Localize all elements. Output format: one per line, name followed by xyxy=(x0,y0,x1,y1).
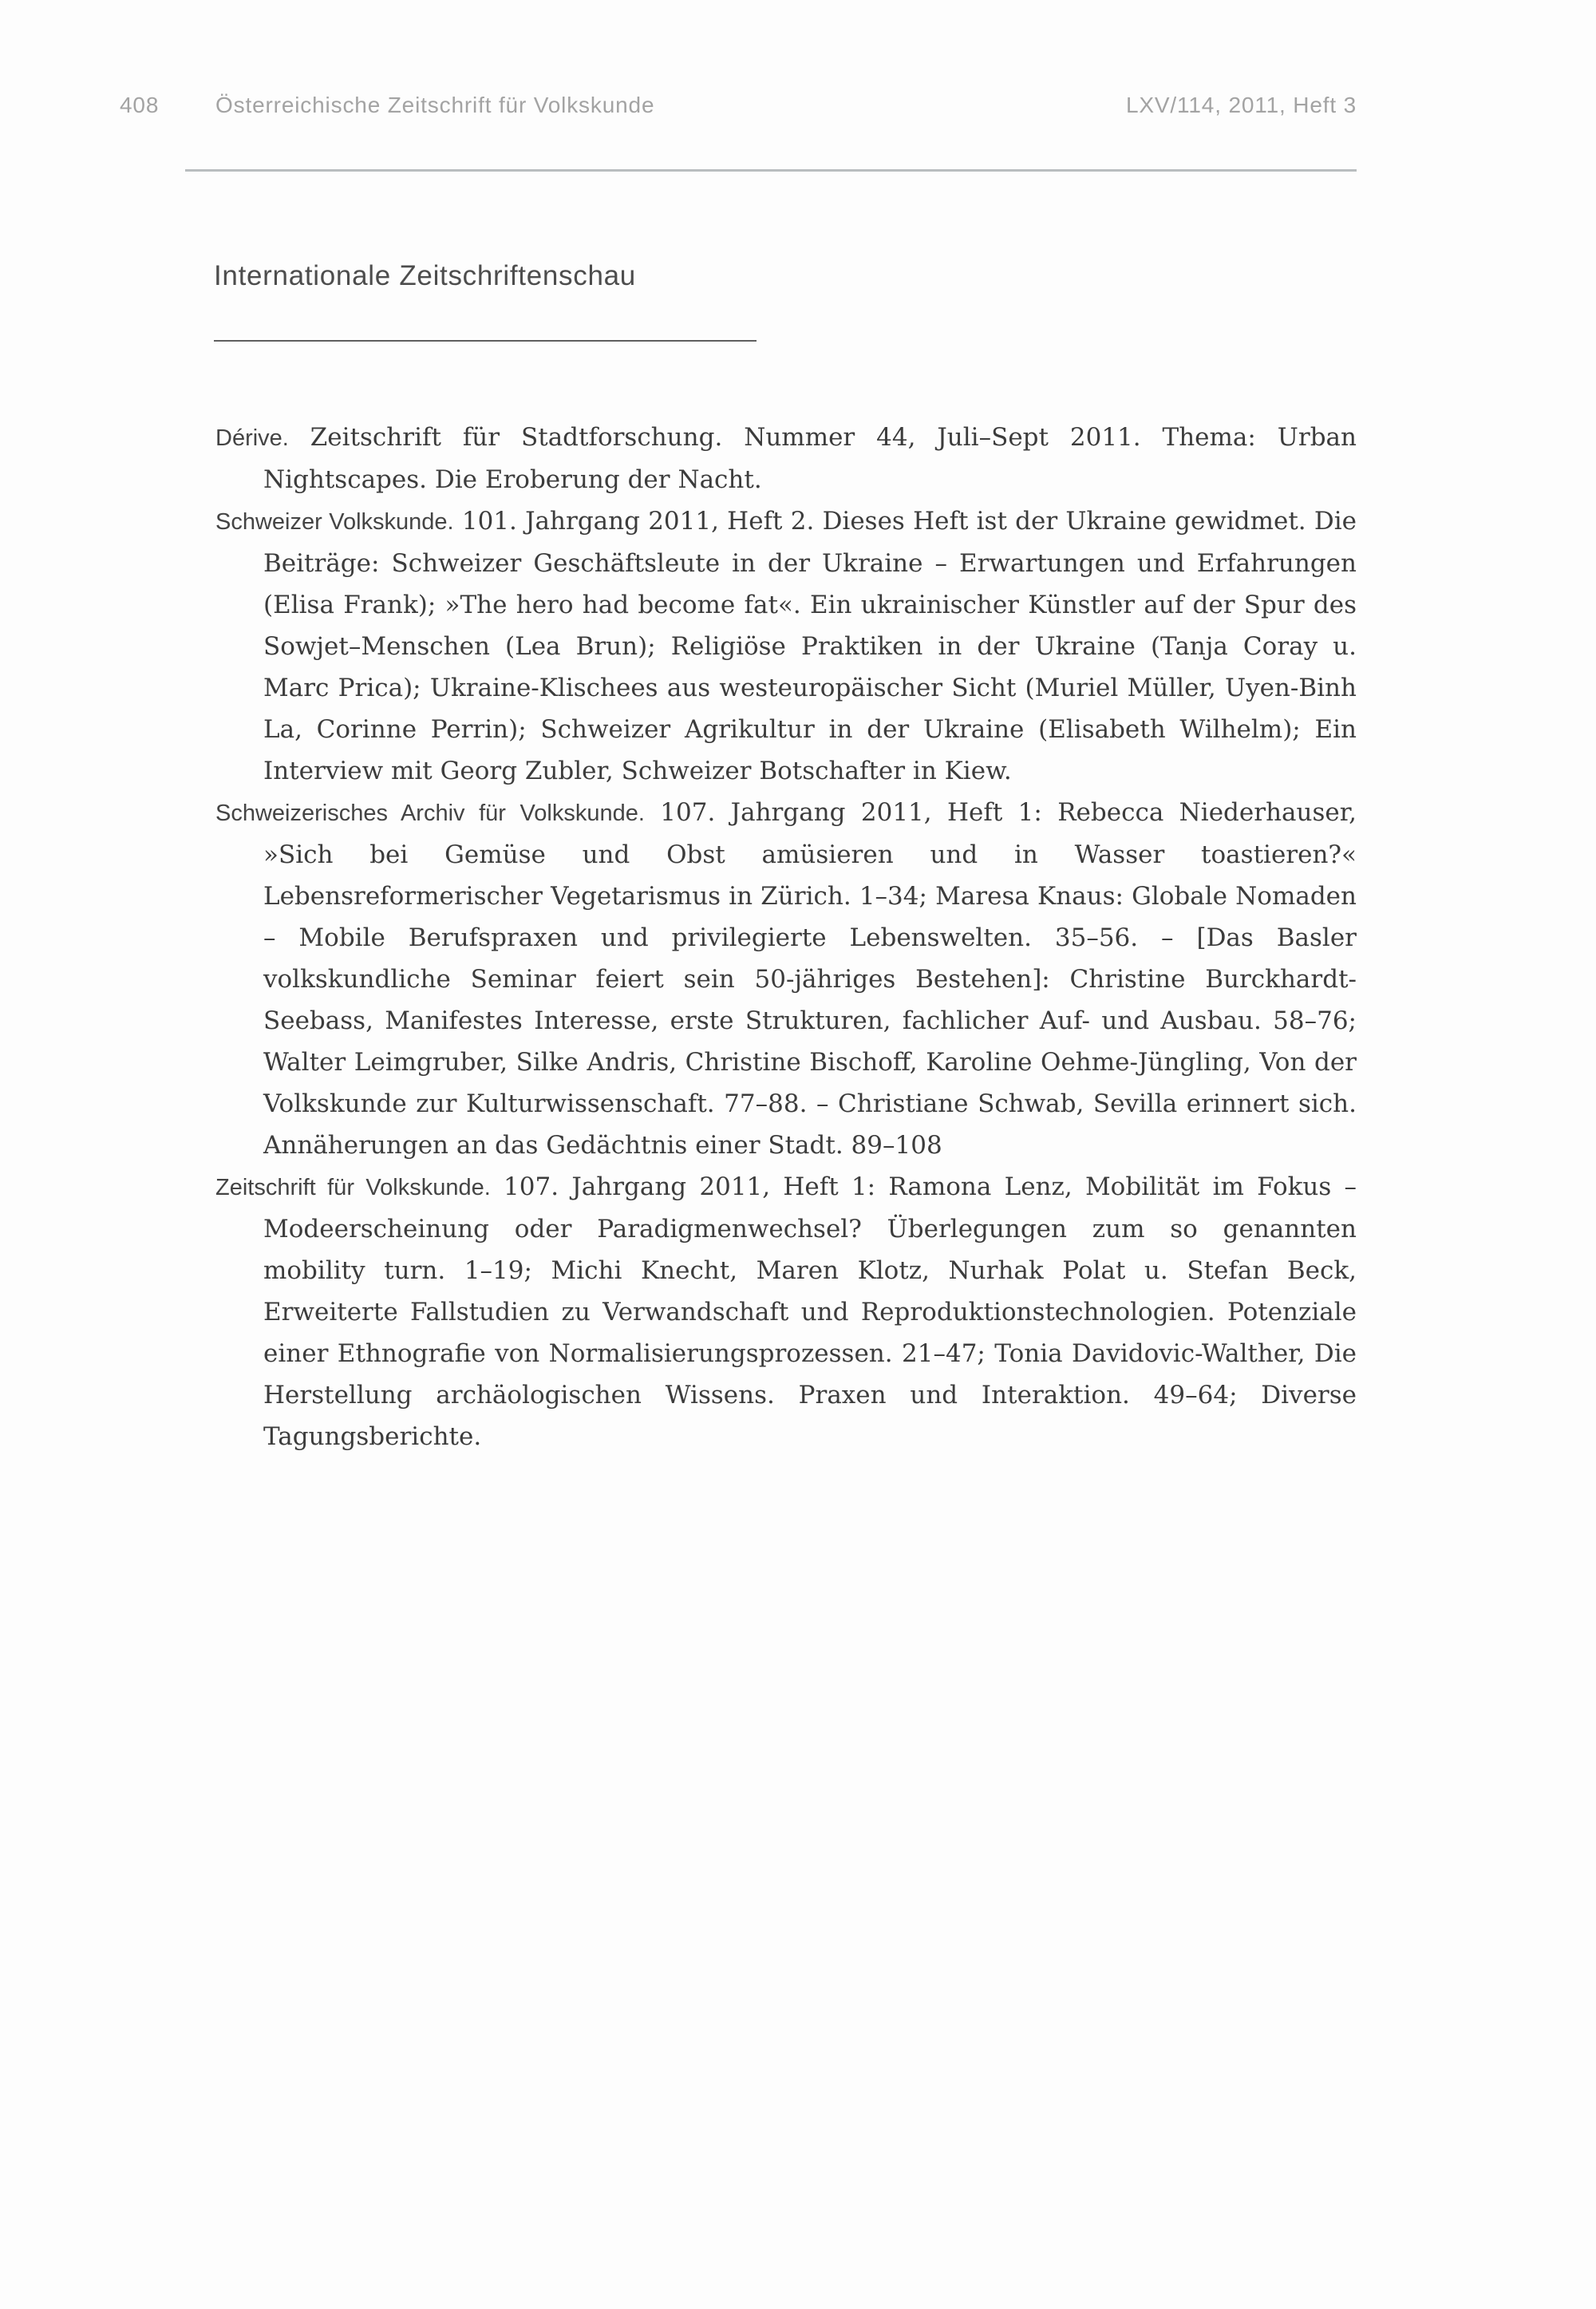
page-number: 408 xyxy=(120,93,160,117)
journal-title: Österreichische Zeitschrift für Volkskunde xyxy=(215,93,655,117)
section-title: Internationale Zeitschriftenschau xyxy=(214,260,636,291)
journal-review-list xyxy=(215,417,1357,1457)
issue-info: LXV/114, 2011, Heft 3 xyxy=(1125,93,1357,117)
section-title-rule xyxy=(214,340,757,342)
entry-text: 107. Jahrgang 2011, Heft 1: Rebecca Niederhauser, »Sich bei Gemüse und Obst amüsieren und in Wasser toastieren?« Lebensreformerischer Vegetarismus in Zürich. 1–34; Maresa Knaus: Globale Nomaden – Mobile Berufspraxen und privilegierte Lebenswelten. 35–56. – [Das Basler volkskundliche Seminar feiert sein 50-jähriges Bestehen]: Christine Burckhardt-Seebass, Manifestes Interesse, erste Strukturen, fachlicher Auf- und Ausbau. 58–76; Walter Leimgruber, Silke Andris, Christine Bischoff, Karoline Oehme-Jüngling, Von der Volkskunde zur Kulturwissenschaft. 77–88. – Christiane Schwab, Sevilla erinnert sich. Annäherungen an das Gedächtnis einer Stadt. 89–108 xyxy=(263,798,1357,1160)
entry-label: Dérive. xyxy=(215,425,289,451)
entry-zeitschrift-fuer-volkskunde xyxy=(215,1166,1357,1457)
entry-text: 101. Jahrgang 2011, Heft 2. Dieses Heft ist der Ukraine gewidmet. Die Beiträge: Schweizer Geschäftsleute in der Ukraine – Erwartungen und Erfahrungen (Elisa Frank); »The hero had become fat«. Ein ukrainischer Künstler auf der Spur des Sowjet–Menschen (Lea Brun); Religiöse Praktiken in der Ukraine (Tanja Coray u. Marc Prica); Ukraine-Klischees aus westeuropäischer Sicht (Muriel Müller, Uyen-Binh La, Corinne Perrin); Schweizer Agrikultur in der Ukraine (Elisabeth Wilhelm); Ein Interview mit Georg Zubler, Schweizer Botschafter in Kiew. xyxy=(263,507,1357,785)
entry-label: Schweizerisches Archiv für Volkskunde. xyxy=(215,801,645,826)
running-head xyxy=(120,0,1357,118)
entry-schweizerisches-archiv xyxy=(215,792,1357,1166)
header-rule xyxy=(185,169,1357,172)
running-head-left xyxy=(120,93,654,118)
entry-label: Zeitschrift für Volkskunde. xyxy=(215,1175,491,1200)
entry-text: 107. Jahrgang 2011, Heft 1: Ramona Lenz, Mobilität im Fokus – Modeerscheinung oder Paradigmenwechsel? Überlegungen zum so genannten mobility turn. 1–19; Michi Knecht, Maren Klotz, Nurhak Polat u. Stefan Beck, Erweiterte Fallstudien zu Verwandschaft und Reproduktionstechnologien. Potenziale einer Ethnografie von Normalisierungsprozessen. 21–47; Tonia Davidovic-Walther, Die Herstellung archäologischen Wissens. Praxen und Interaktion. 49–64; Diverse Tagungsberichte. xyxy=(263,1172,1357,1451)
entry-derive xyxy=(215,417,1357,500)
entry-schweizer-volkskunde xyxy=(215,500,1357,792)
entry-text: Zeitschrift für Stadtforschung. Nummer 44, Juli–Sept 2011. Thema: Urban Nightscapes. Die Eroberung der Nacht. xyxy=(263,423,1357,494)
entry-label: Schweizer Volkskunde. xyxy=(215,509,454,535)
